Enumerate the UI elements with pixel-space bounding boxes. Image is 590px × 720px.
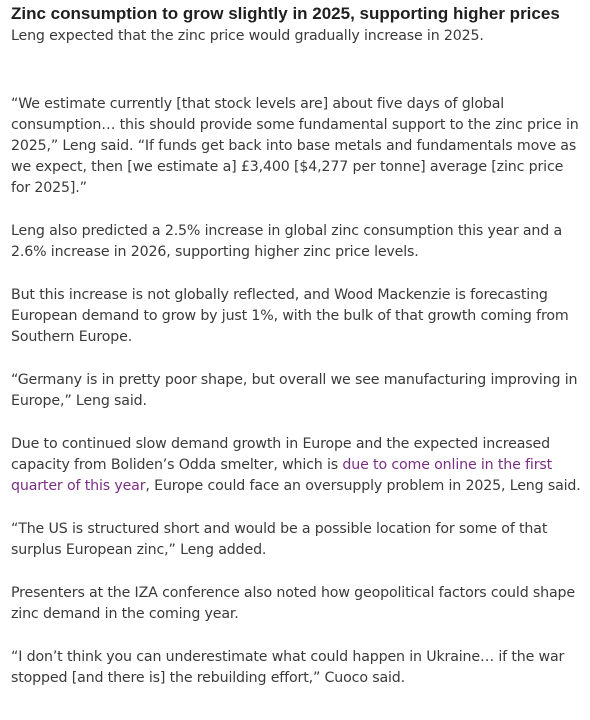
paragraph-oversupply (11, 434, 582, 497)
paragraph-germany-quote: “Germany is in pretty poor shape, but overall we see manufacturing improving in Europe,” Leng said. (11, 372, 578, 409)
lead-paragraph: Leng expected that the zinc price would gradually increase in 2025. (11, 28, 484, 44)
section-heading: Zinc consumption to grow slightly in 2025, supporting higher prices (11, 4, 560, 23)
paragraph-ukraine-quote: “I don’t think you can underestimate what could happen in Ukraine… if the war stopped [and there is] the rebuilding effort,” Cuoco said. (11, 649, 565, 686)
paragraph-stock-levels: “We estimate currently [that stock levels are] about five days of global consumption… this should provide some fundamental support to the zinc price in 2025,” Leng said. “If funds get back into base metals and fundamentals move as we expect, then [we estimate a] £3,400 [$4,277 per tonne] average [zinc price for 2025].” (11, 96, 579, 196)
odda-smelter-link[interactable]: due to come online in the first quarter of this year (11, 457, 553, 494)
paragraph-consumption-forecast: Leng also predicted a 2.5% increase in global zinc consumption this year and a 2.6% increase in 2026, supporting higher zinc price levels. (11, 223, 563, 260)
paragraph-geopolitics: Presenters at the IZA conference also noted how geopolitical factors could shape zinc demand in the coming year. (11, 585, 575, 622)
oversupply-text-after: , Europe could face an oversupply problem in 2025, Leng said. (145, 478, 581, 494)
oversupply-text-before: Due to continued slow demand growth in Europe and the expected increased capacity from Boliden’s Odda smelter, which is (11, 436, 550, 473)
paragraph-us-quote: “The US is structured short and would be a possible location for some of that surplus European zinc,” Leng added. (11, 521, 548, 558)
paragraph-european-demand: But this increase is not globally reflected, and Wood Mackenzie is forecasting European demand to grow by just 1%, with the bulk of that growth coming from Southern Europe. (11, 287, 569, 345)
